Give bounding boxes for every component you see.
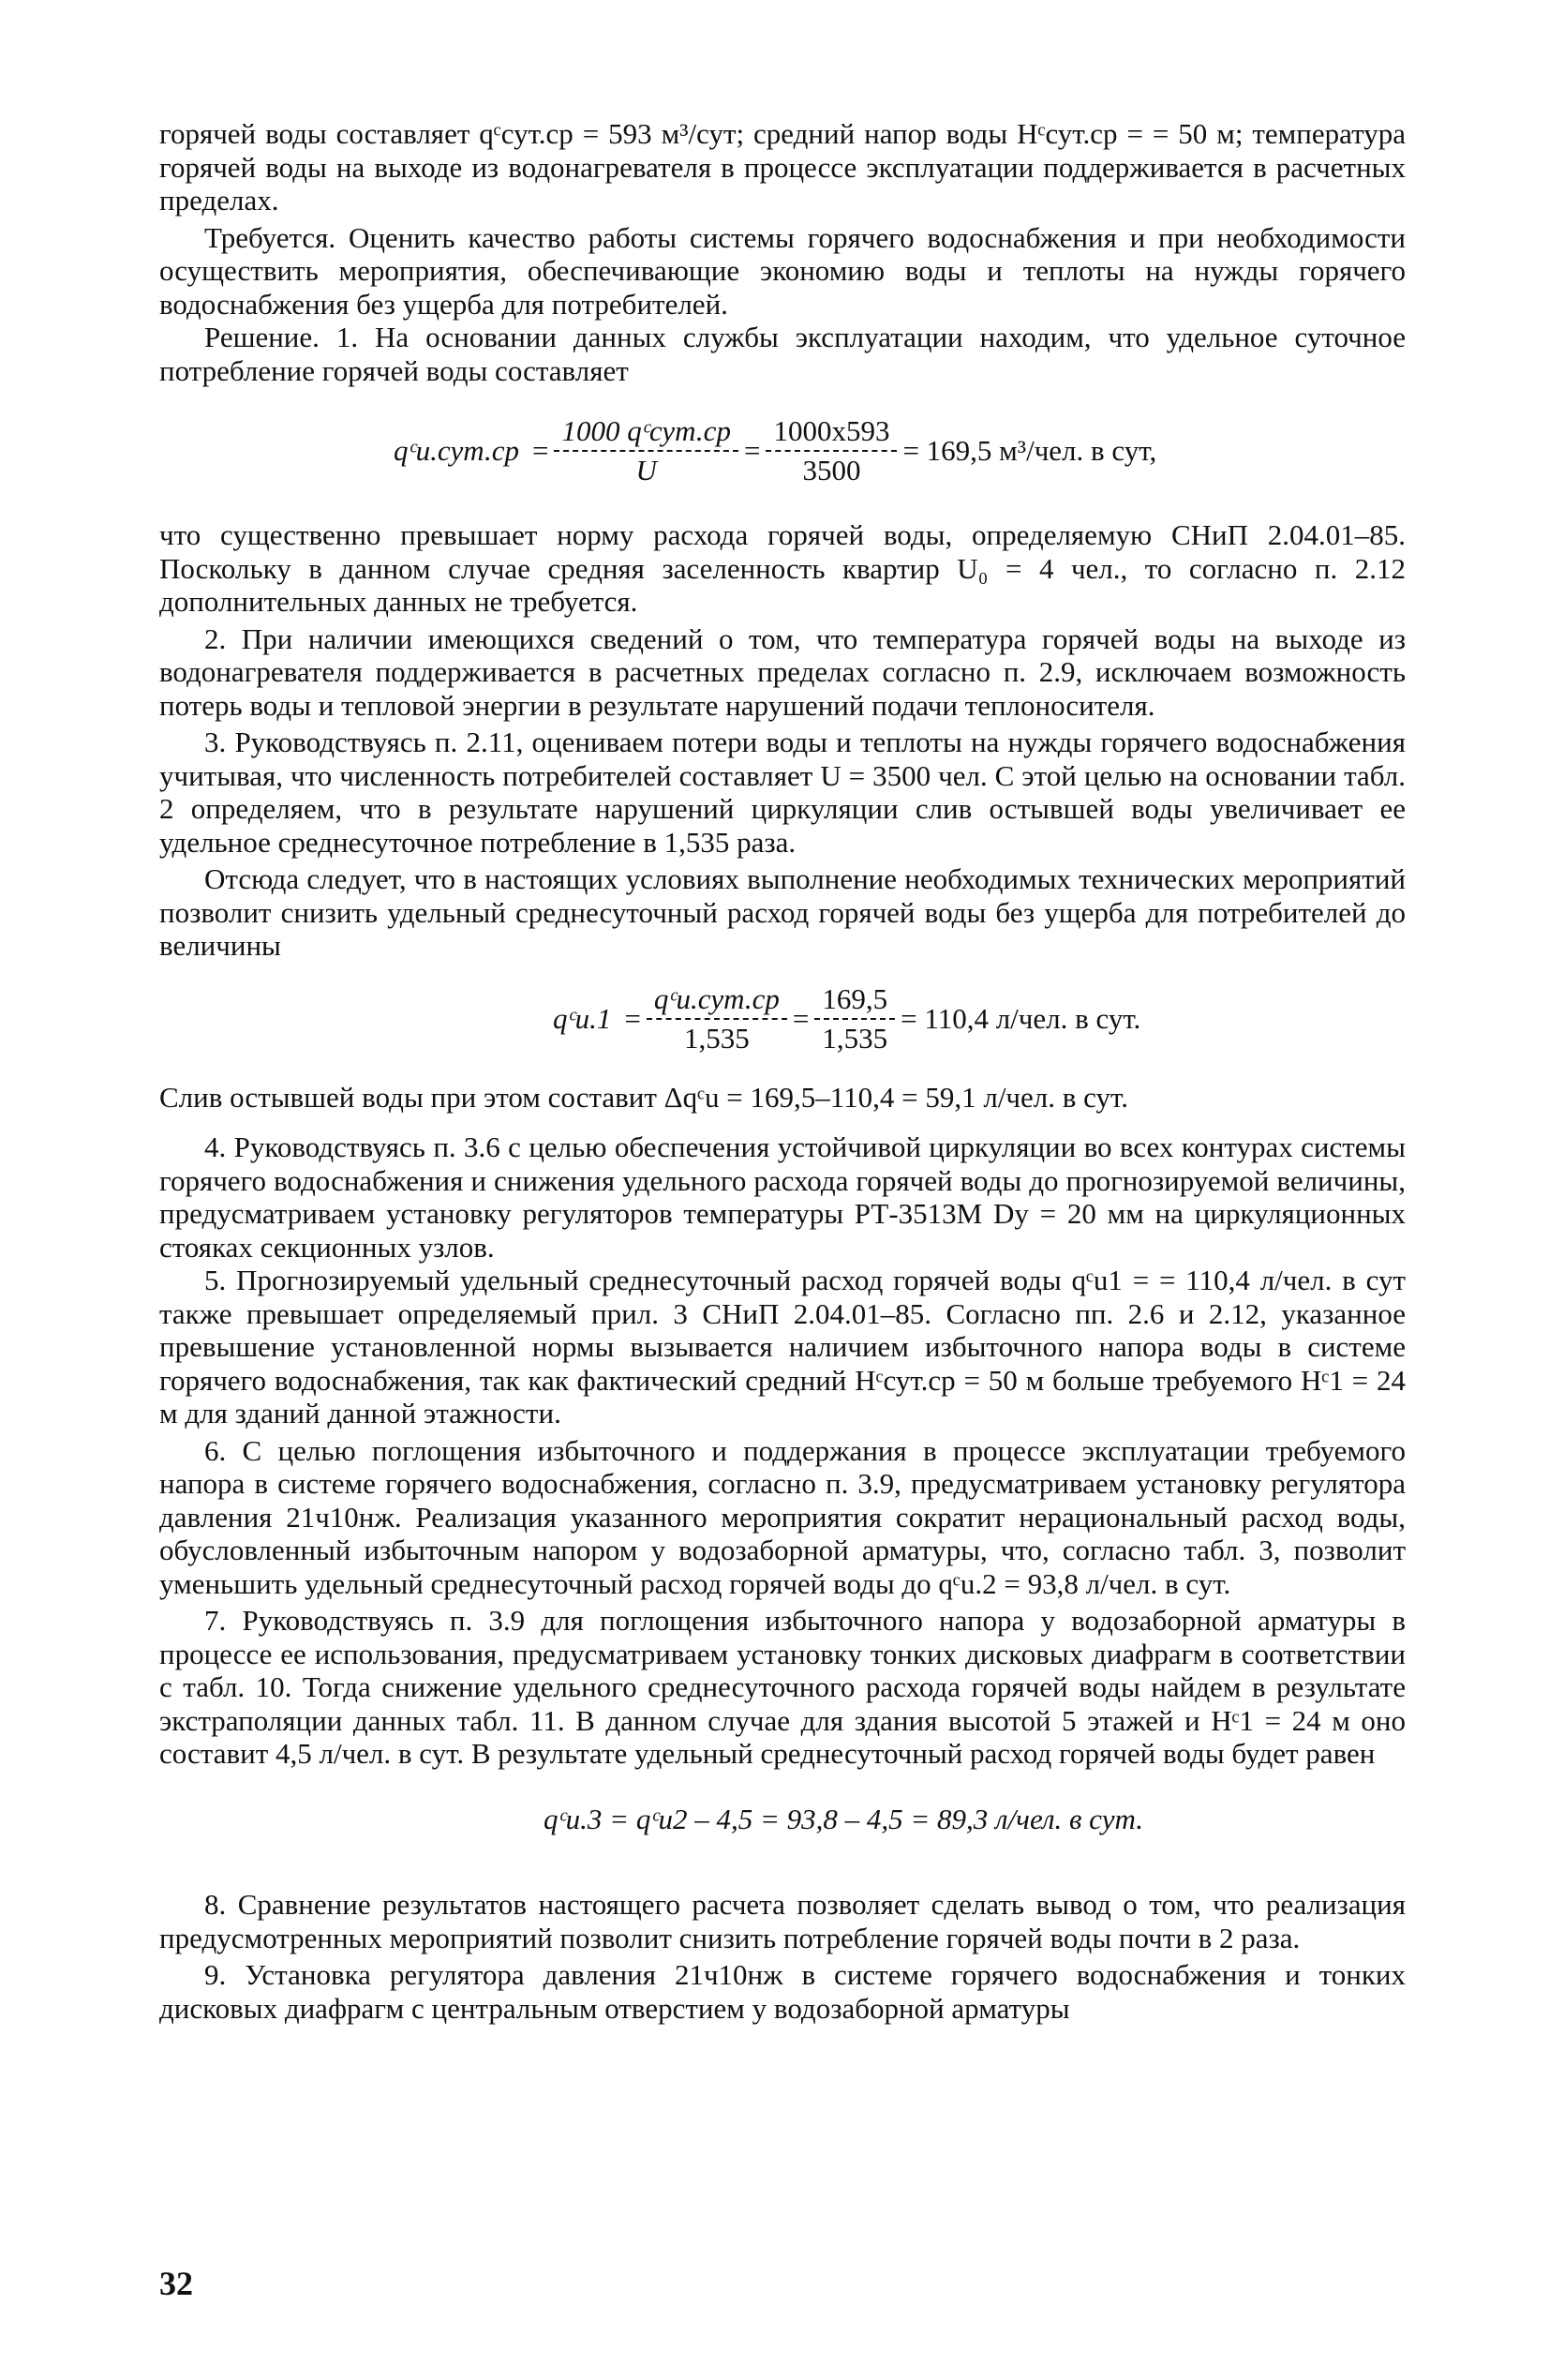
formula2-denominator-2: 1,535 [822, 1021, 888, 1055]
formula2-numerator-2: 169,5 [814, 983, 895, 1020]
paragraph-step-4: 4. Руководствуясь п. 3.6 с целью обеспечения устойчивой циркуляции во всех контурах системы горячего водоснабжения и снижения удельного расхода горячей воды до прогнозируемой величины, предусматриваем установку регуляторов температуры РТ-3513М Dу = 20 мм на циркуляционных стояках секционных узлов. [159, 1130, 1406, 1264]
formula2-eq2: = [792, 1001, 810, 1035]
paragraph-solution-step-1: Решение. 1. На основании данных службы эксплуатации находим, что удельное суточное потребление горячей воды составляет [159, 321, 1406, 387]
formula1-result: = 169,5 м³/чел. в сут, [902, 434, 1157, 468]
page-number: 32 [159, 2265, 193, 2302]
paragraph-step-8: 8. Сравнение результатов настоящего расчета позволяет сделать вывод о том, что реализация предусмотренных мероприятий позволит снизить потребление горячей воды почти в 2 раза. [159, 1888, 1406, 1954]
formula1-fraction-1 [554, 415, 737, 486]
formula2-fraction-2 [814, 983, 895, 1055]
formula1-numerator-1: 1000 qᶜсут.ср [554, 415, 737, 452]
paragraph-step-2: 2. При наличии имеющихся сведений о том, что температура горячей воды на выходе из водонагревателя поддерживается в расчетных пределах согласно п. 2.9, исключаем возможность потерь воды и тепловой энергии в результате нарушений подачи теплоносителя. [159, 621, 1406, 722]
paragraph-requirement: Требуется. Оценить качество работы системы горячего водоснабжения и при необходимости осуществить мероприятия, обеспечивающие экономию воды и теплоты на нужды горячего водоснабжения без ущерба для потребителей. [159, 220, 1406, 321]
paragraph-cold-water-drain: Слив остывшей воды при этом составит Δqᶜu = 169,5–110,4 = 59,1 л/чел. в сут. [159, 1080, 1128, 1114]
formula2-result: = 110,4 л/чел. в сут. [901, 1001, 1141, 1035]
formula2-lhs: qᶜu.1 [553, 1001, 612, 1035]
paragraph-step-6: 6. С целью поглощения избыточного и поддержания в процессе эксплуатации требуемого напора в системе горячего водоснабжения, согласно п. 3.9, предусматриваем установку регулятора давления 21ч10нж. Реализация указанного мероприятия сократит нерациональный расход воды, обусловленный избыточным напором у водозаборной арматуры, что, согласно табл. 3, позволит уменьшить удельный среднесуточный расход горячей воды до qᶜu.2 = 93,8 л/чел. в сут. [159, 1433, 1406, 1600]
paragraph-step-7: 7. Руководствуясь п. 3.9 для поглощения избыточного напора у водозаборной арматуры в процессе ее использования, предусматриваем установку тонких дисковых диафрагм в соответствии с табл. 10. Тогда снижение удельного среднесуточного расхода горячей воды найдем в результате экстраполяции данных табл. 11. В данном случае для здания высотой 5 этажей и Hᶜ1 = 24 м оно составит 4,5 л/чел. в сут. В результате удельный среднесуточный расход горячей воды будет равен [159, 1604, 1406, 1770]
document-page [159, 117, 1406, 2339]
formula-reduced-consumption [553, 983, 1406, 1055]
formula2-denominator-1: 1,535 [684, 1021, 750, 1055]
formula3-text: qᶜu.3 = qᶜu2 – 4,5 = 93,8 – 4,5 = 89,3 л/чел. в сут. [544, 1802, 1143, 1835]
formula1-eq1: = [531, 434, 549, 468]
formula2-numerator-1: qᶜu.сут.ср [647, 983, 787, 1020]
formula2-eq1: = [624, 1001, 641, 1035]
formula1-lhs: qᶜu.сут.ср [394, 434, 519, 468]
formula1-numerator-2: 1000x593 [766, 415, 897, 452]
formula-specific-daily-consumption [394, 415, 1406, 486]
paragraph-step-5: 5. Прогнозируемый удельный среднесуточный расход горячей воды qᶜu1 = = 110,4 л/чел. в сут также превышает определяемый прил. 3 СНиП 2.04.01–85. Согласно пп. 2.6 и 2.12, указанное превышение установленной нормы вызывается наличием избыточного напора воды в системе горячего водоснабжения, так как фактический средний Hᶜсут.ср = 50 м больше требуемого Hᶜ1 = 24 м для зданий данной этажности. [159, 1264, 1406, 1429]
formula1-denominator-1: U [635, 454, 657, 486]
paragraph-consequence: Отсюда следует, что в настоящих условиях выполнение необходимых технических мероприятий позволит снизить удельный среднесуточный расход горячей воды без ущерба для потребителей до величины [159, 862, 1406, 962]
paragraph-norm-exceeded: что существенно превышает норму расхода горячей воды, определяемую СНиП 2.04.01–85. Поскольку в данном случае средняя заселенность квартир U₀ = 4 чел., то согласно п. 2.12 дополнительных данных не требуется. [159, 518, 1406, 618]
formula1-fraction-2 [766, 415, 897, 486]
formula2-fraction-1 [647, 983, 787, 1055]
paragraph-intro-continued: горячей воды составляет qᶜсут.ср = 593 м³/сут; средний напор воды Hᶜсут.ср = = 50 м; температура горячей воды на выходе из водонагревателя в процессе эксплуатации поддерживается в расчетных пределах. [159, 117, 1406, 217]
formula-final-consumption [544, 1803, 1406, 1836]
paragraph-step-3: 3. Руководствуясь п. 2.11, оцениваем потери воды и теплоты на нужды горячего водоснабжения учитывая, что численность потребителей составляет U = 3500 чел. С этой целью на основании табл. 2 определяем, что в результате нарушений циркуляции слив остывшей воды увеличивает ее удельное среднесуточное потребление в 1,535 раза. [159, 726, 1406, 859]
formula1-denominator-2: 3500 [802, 454, 861, 486]
paragraph-step-9: 9. Установка регулятора давления 21ч10нж в системе горячего водоснабжения и тонких дисковых диафрагм с центральным отверстием у водозаборной арматуры [159, 1958, 1406, 2025]
formula1-eq2: = [743, 434, 761, 468]
